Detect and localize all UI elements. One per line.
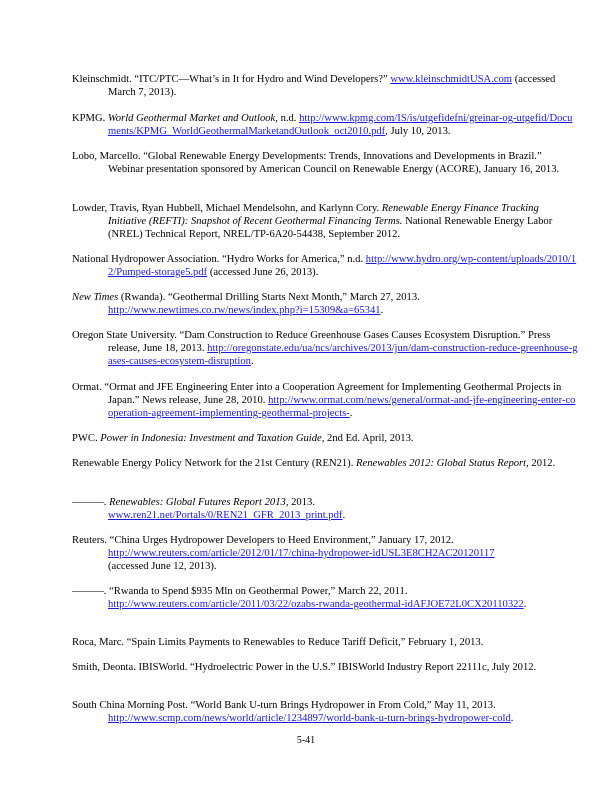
entry-note: . <box>510 713 514 724</box>
entry-title: World Geothermal Market and Outlook, <box>107 113 278 124</box>
entry-title: “Geothermal Drilling Starts Next Month,” March 27, 2013. <box>167 292 420 303</box>
entry-author: Lowder, Travis, Ryan Hubbell, Michael Mendelsohn, and Karlynn Cory. <box>72 203 380 214</box>
entry-note: . <box>523 599 527 610</box>
entry-note: , July 10, 2013. <box>385 126 451 137</box>
entry-title: “Ormat and JFE Engineering Enter into a Cooperation Agreement for Implementing Geothermal Projects in Japan.” <box>104 382 562 406</box>
bibliography-entry <box>72 432 578 445</box>
bibliography-entry <box>72 329 578 368</box>
bibliography-entry <box>72 585 578 611</box>
entry-note: (accessed June 26, 2013). <box>209 267 319 278</box>
entry-author: ———. <box>72 586 107 597</box>
entry-author: Kleinschmidt. <box>72 74 132 85</box>
entry-note: . <box>342 510 346 521</box>
entry-note: . <box>380 305 384 316</box>
entry-link[interactable]: www.ren21.net/Portals/0/REN21_GFR_2013_print.pdf <box>108 510 343 521</box>
entry-author: National Hydropower Association. <box>72 254 220 265</box>
entry-title: “Dam Construction to Reduce Greenhouse Gases Causes Ecosystem Disruption.” <box>179 330 526 341</box>
bibliography-entry <box>72 291 578 317</box>
bibliography-entry <box>72 534 578 573</box>
entry-title: “ITC/PTC—What’s in It for Hydro and Wind Developers?” <box>134 74 388 85</box>
entry-title: Renewables 2012: Global Status Report, <box>356 458 529 469</box>
entry-title: “Rwanda to Spend $935 Mln on Geothermal Power,” March 22, 2011. <box>109 586 408 597</box>
entry-author: Oregon State University. <box>72 330 177 341</box>
entry-title: Renewable Energy Finance Tracking Initiative (REFTI): Snapshot of Recent Geothermal Financing Terms. <box>108 203 539 227</box>
entry-note: (accessed March 7, 2013). <box>108 74 556 98</box>
bibliography-entry <box>72 202 578 241</box>
entry-link[interactable]: www.kleinschmidtUSA.com <box>390 74 513 85</box>
entry-author: KPMG. <box>72 113 106 124</box>
entry-author: PWC. <box>72 433 98 444</box>
entry-link[interactable]: http://www.reuters.com/article/2012/01/17/china-hydropower-idUSL3E8CH2AC20120117 <box>108 548 495 559</box>
bibliography-entry <box>72 457 578 470</box>
entry-note: 2012. <box>531 458 556 469</box>
entry-link[interactable]: http://www.newtimes.co.rw/news/index.php?i=15309&a=65341 <box>108 305 381 316</box>
entry-note: IBISWorld Industry Report 22111c, July 2012. <box>338 662 537 673</box>
entry-author: Lobo, Marcello. <box>72 151 141 162</box>
bibliography-entry <box>72 636 578 649</box>
entry-author: (Rwanda). <box>120 292 166 303</box>
page-number: 5-41 <box>296 735 316 746</box>
entry-publication: New Times <box>72 292 119 303</box>
entry-note: , 2013. <box>285 497 315 508</box>
entry-title: “Global Renewable Energy Developments: Trends, Innovations and Developments in Brazil.” <box>143 151 542 162</box>
entry-link[interactable]: http://www.ormat.com/news/general/ormat-and-jfe-engineering-enter-cooperation-agreement-implementing-geothermal-projects- <box>108 395 576 419</box>
entry-note: 2nd Ed. April, 2013. <box>327 433 414 444</box>
entry-title: Power in Indonesia: Investment and Taxation Guide, <box>100 433 325 444</box>
entry-author: Renewable Energy Policy Network for the 21st Century (REN21). <box>72 458 354 469</box>
entry-link[interactable]: http://oregonstate.edu/ua/ncs/archives/2013/jun/dam-construction-reduce-greenhouse-gases-causes-ecosystem-disruption <box>108 343 578 367</box>
entry-author: Ormat. <box>72 382 102 393</box>
entry-note: . <box>349 408 353 419</box>
bibliography-entry <box>72 112 578 138</box>
entry-note: . <box>250 356 254 367</box>
bibliography-entry <box>72 661 578 674</box>
entry-author: Roca, Marc. <box>72 637 125 648</box>
entry-title: Renewables: Global Futures Report 2013 <box>109 497 286 508</box>
entry-note: n.d. <box>280 113 297 124</box>
entry-author: ———. <box>72 497 107 508</box>
entry-title: “Hydroelectric Power in the U.S.” <box>190 662 336 673</box>
entry-title: “Hydro Works for America,” n.d. <box>222 254 364 265</box>
entry-author: Reuters. <box>72 535 108 546</box>
entry-note: News release, June 28, 2010. <box>142 395 266 406</box>
bibliography-entry <box>72 381 578 420</box>
entry-note: Webinar presentation sponsored by American Council on Renewable Energy (ACORE), January 16, 2013. <box>108 164 560 175</box>
entry-note: National Renewable Energy Labor (NREL) Technical Report, NREL/TP-6A20-54438, September 2012. <box>108 216 553 240</box>
entry-note: (accessed June 12, 2013). <box>108 561 217 572</box>
entry-link[interactable]: http://www.scmp.com/news/world/article/1234897/world-bank-u-turn-brings-hydropower-cold <box>108 713 511 724</box>
entry-author: Smith, Deonta. IBISWorld. <box>72 662 188 673</box>
entry-title: “World Bank U-turn Brings Hydropower in From Cold,” May 11, 2013. <box>190 700 496 711</box>
entry-link[interactable]: http://www.kpmg.com/IS/is/utgefidefni/greinar-og-utgefid/Documents/KPMG_WorldGeothermalMarketandOutlook_oct2010.pdf <box>108 113 573 137</box>
bibliography-entry <box>72 150 578 176</box>
entry-author: South China Morning Post. <box>72 700 188 711</box>
bibliography-entry <box>72 496 578 522</box>
bibliography-entry <box>72 73 578 99</box>
entry-link[interactable]: http://www.hydro.org/wp-content/uploads/2010/12/Pumped-storage5.pdf <box>108 254 577 278</box>
entry-note: Press release, June 18, 2013. <box>108 330 551 354</box>
entry-title: “China Urges Hydropower Developers to Heed Environment,” January 17, 2012. <box>109 535 454 546</box>
bibliography-entry <box>72 699 578 725</box>
entry-title: “Spain Limits Payments to Renewables to Reduce Tariff Deficit,” February 1, 2013. <box>126 637 484 648</box>
bibliography-entry <box>72 253 578 279</box>
entry-link[interactable]: http://www.reuters.com/article/2011/03/22/ozabs-rwanda-geothermal-idAFJOE72L0CX20110322 <box>108 599 524 610</box>
